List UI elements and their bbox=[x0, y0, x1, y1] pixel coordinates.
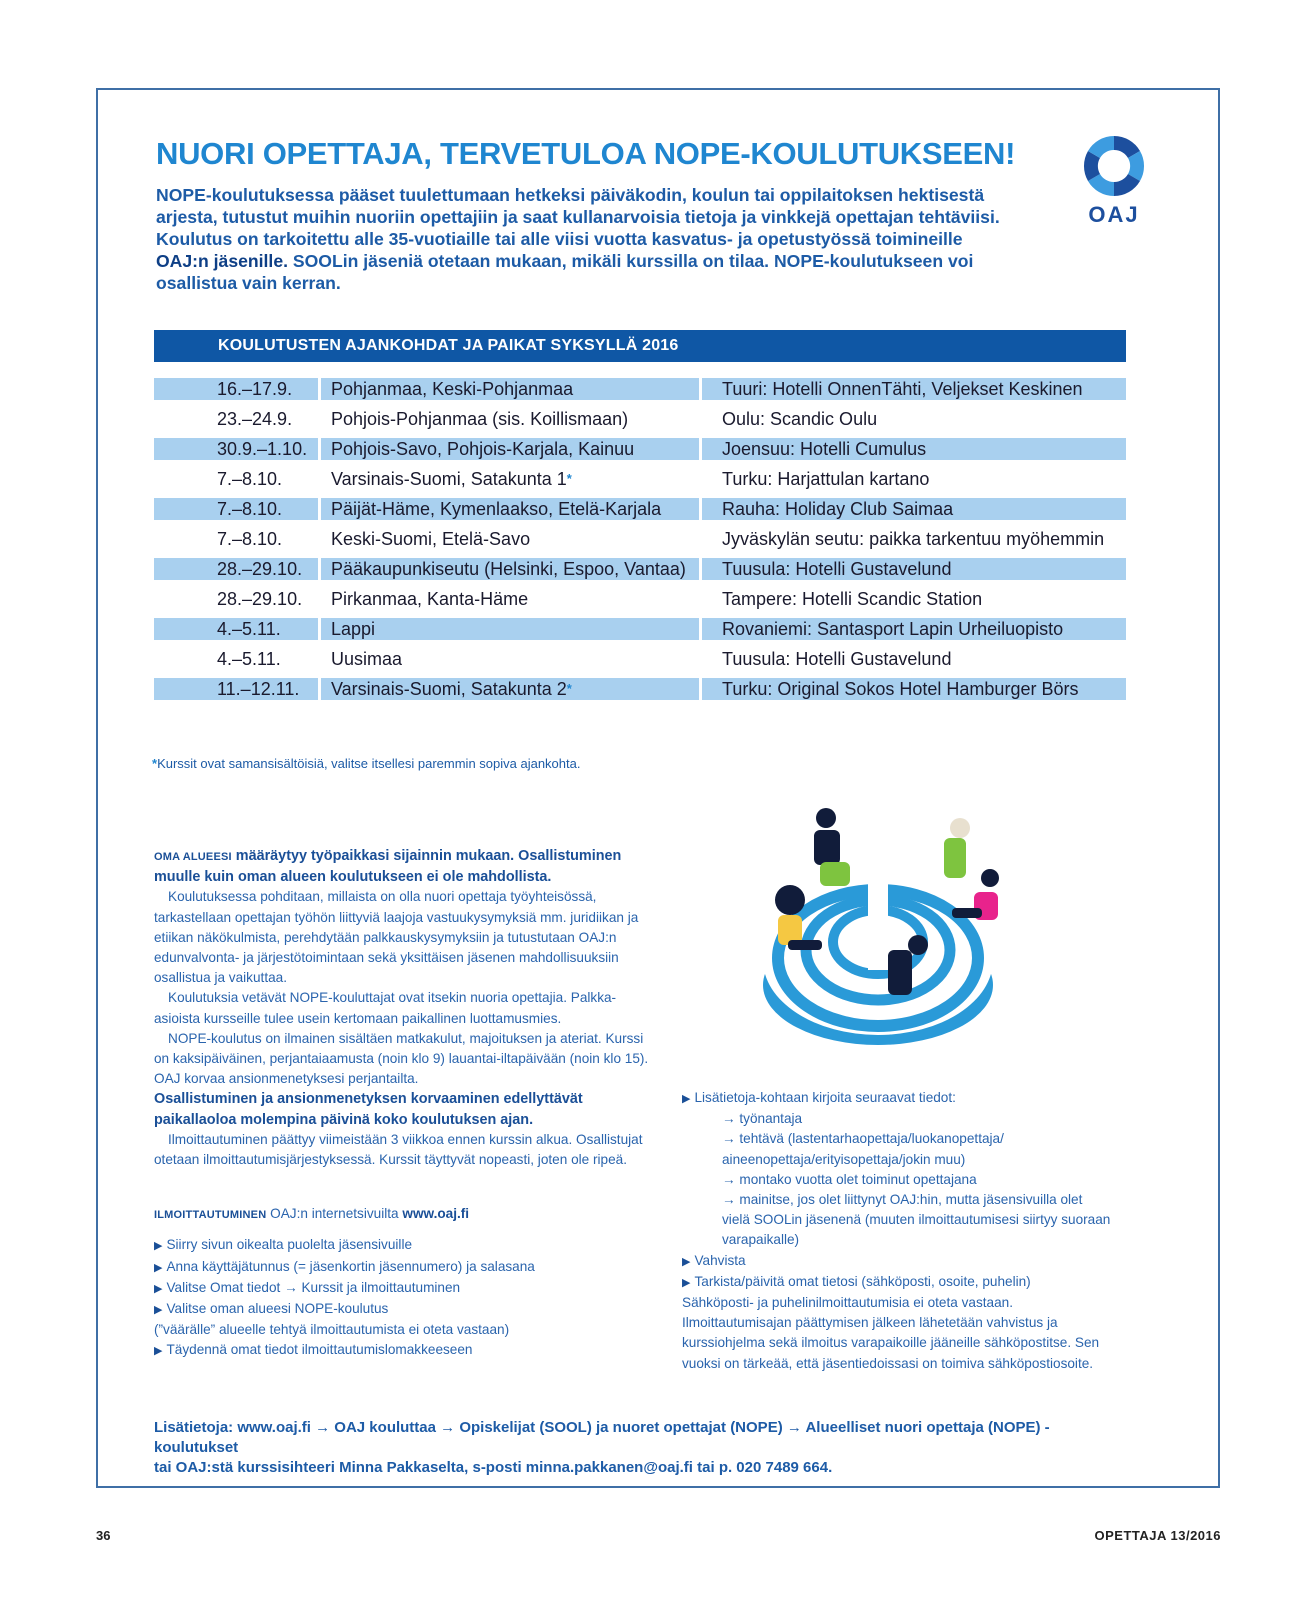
schedule-place: Tuusula: Hotelli Gustavelund bbox=[702, 558, 1126, 580]
schedule-date: 28.–29.10. bbox=[217, 589, 303, 609]
registration-url[interactable]: www.oaj.fi bbox=[402, 1206, 470, 1222]
step-confirm-text: Vahvista bbox=[694, 1252, 746, 1268]
sub-item: → tehtävä (lastentarhaopettaja/luokanopettaja/ aineenopettaja/erityisopettaja/jokin muu) bbox=[722, 1131, 1004, 1167]
page-number: 36 bbox=[96, 1528, 111, 1543]
schedule-region-text: Pohjois-Savo, Pohjois-Karjala, Kainuu bbox=[331, 439, 635, 459]
step-item bbox=[154, 1235, 654, 1256]
schedule-region bbox=[321, 378, 699, 400]
lead-paragraph bbox=[154, 846, 654, 887]
schedule-row bbox=[154, 618, 1130, 640]
triangle-bullet-icon: ▶ bbox=[154, 1240, 163, 1253]
schedule-region bbox=[321, 498, 699, 520]
paragraph-3: NOPE-koulutus on ilmainen sisältäen matkakulut, majoituksen ja ateriat. Kurssi on kaksipäiväinen, perjantaiaamusta (noin klo 9) lauantai-iltapäivään (noin klo 15). OAJ korvaa ansionmenetyksesi perjantailta. bbox=[154, 1030, 649, 1087]
schedule-date: 16.–17.9. bbox=[154, 378, 318, 400]
more-info-line-2: tai OAJ:stä kurssisihteeri Minna Pakkaselta, s-posti minna.pakkanen@oaj.fi tai p. 020 7489 664. bbox=[154, 1459, 833, 1476]
sub-item: → montako vuotta olet toiminut opettajana bbox=[722, 1171, 977, 1187]
step-item bbox=[154, 1340, 654, 1361]
schedule-row bbox=[154, 558, 1130, 580]
logo-text: OAJ bbox=[1088, 202, 1140, 227]
more-info-line-1: Lisätietoja: www.oaj.fi → OAJ kouluttaa → Opiskelijat (SOOL) ja nuoret opettajat (NOPE) → Alueelliset nuori opettaja (NOPE) -koulutukset bbox=[154, 1419, 1050, 1456]
registration-text: OAJ:n internetsivuilta bbox=[266, 1206, 403, 1222]
paragraph-4: Ilmoittautuminen päättyy viimeistään 3 viikkoa ennen kurssin alkua. Osallistujat otetaan ilmoittautumisjärjestyksessä. Kurssit täyttyvät nopeasti, joten ole ripeä. bbox=[154, 1131, 643, 1168]
schedule-region-text: Keski-Suomi, Etelä-Savo bbox=[331, 529, 531, 549]
schedule-row bbox=[154, 408, 1130, 430]
step-text: Täydennä omat tiedot ilmoittautumislomakkeeseen bbox=[166, 1342, 473, 1358]
schedule-region-text: Päijät-Häme, Kymenlaakso, Etelä-Karjala bbox=[331, 499, 662, 519]
sub-item: → työnantaja bbox=[722, 1111, 803, 1127]
schedule-region-text: Uusimaa bbox=[331, 649, 403, 669]
schedule-row bbox=[154, 648, 1130, 670]
step-check-text: Tarkista/päivitä omat tietosi (sähköposti, osoite, puhelin) bbox=[694, 1273, 1031, 1289]
lead-caps: OMA ALUEESI bbox=[154, 851, 232, 863]
teachers-illustration bbox=[738, 800, 1018, 1060]
schedule-place: Tampere: Hotelli Scandic Station bbox=[722, 589, 983, 609]
page-title: NUORI OPETTAJA, TERVETULOA NOPE-KOULUTUKSEEN! bbox=[156, 136, 1016, 171]
schedule-date: 11.–12.11. bbox=[154, 678, 318, 700]
paragraph-3-bold: Osallistuminen ja ansionmenetyksen korvaaminen edellyttävät paikallaoloa molempina päivinä koko koulutuksen ajan. bbox=[154, 1091, 583, 1128]
schedule-place: Rovaniemi: Santasport Lapin Urheiluopisto bbox=[702, 618, 1126, 640]
schedule-row bbox=[154, 588, 1130, 610]
step-info-text: Lisätietoja-kohtaan kirjoita seuraavat tiedot: bbox=[694, 1090, 956, 1105]
schedule-region bbox=[321, 558, 699, 580]
schedule-place: Tuusula: Hotelli Gustavelund bbox=[722, 649, 952, 669]
schedule-place: Turku: Harjattulan kartano bbox=[722, 469, 930, 489]
step-info bbox=[682, 1088, 1112, 1109]
closing-paragraph: Sähköposti- ja puhelinilmoittautumisia ei oteta vastaan. Ilmoittautumisajan päättymisen jälkeen lähetetään vahvistus ja kurssiohjelma sekä ilmoitus varapaikoille jääneille sähköpostitse. Sen vuoksi on tärkeää, että jäsentiedoissasi on toimiva sähköpostiosoite. bbox=[682, 1295, 1100, 1371]
oaj-logo bbox=[1076, 132, 1152, 228]
schedule-region bbox=[321, 468, 699, 490]
schedule-region bbox=[321, 438, 699, 460]
triangle-bullet-icon: ▶ bbox=[682, 1255, 691, 1268]
step-item bbox=[154, 1299, 654, 1320]
spiral-people-illustration bbox=[738, 800, 1018, 1060]
step-item bbox=[154, 1257, 654, 1278]
oaj-swirl-icon bbox=[1076, 132, 1152, 200]
schedule-date: 28.–29.10. bbox=[154, 558, 318, 580]
schedule-date: 4.–5.11. bbox=[154, 618, 318, 640]
triangle-bullet-icon: ▶ bbox=[682, 1276, 691, 1289]
schedule-date: 7.–8.10. bbox=[154, 498, 318, 520]
schedule-region-text: Pirkanmaa, Kanta-Häme bbox=[331, 589, 529, 609]
step-confirm bbox=[682, 1251, 1112, 1272]
triangle-bullet-icon: ▶ bbox=[682, 1093, 691, 1105]
intro-text-strong: OAJ:n jäsenille. bbox=[156, 251, 288, 271]
intro-text-1: NOPE-koulutuksessa pääset tuulettumaan hetkeksi päiväkodin, koulun tai oppilaitoksen hektisestä arjesta, tutustut muihin nuoriin opettajiin ja saat kullanarvoisia tietoja ja vinkkejä opettajan tehtäviisi. Koulutus on tarkoitettu alle 35-vuotiaille tai alle viisi vuotta kasvatus- ja opetustyössä toimineille bbox=[156, 185, 1000, 249]
sub-item: → mainitse, jos olet liittynyt OAJ:hin, mutta jäsensivuilla olet vielä SOOLin jäsenenä (muuten ilmoittautumisesi siirtyy suoraan varapaikalle) bbox=[722, 1192, 1111, 1248]
asterisk-mark: * bbox=[566, 681, 572, 696]
triangle-bullet-icon: ▶ bbox=[154, 1345, 163, 1358]
schedule-region-text: Pääkaupunkiseutu (Helsinki, Espoo, Vantaa) bbox=[331, 559, 686, 579]
step-note: (”väärälle” alueelle tehtyä ilmoittautumista ei oteta vastaan) bbox=[154, 1322, 510, 1338]
triangle-bullet-icon: ▶ bbox=[154, 1261, 163, 1274]
schedule-row bbox=[154, 438, 1130, 460]
registration-caps: ILMOITTAUTUMINEN bbox=[154, 1209, 267, 1222]
right-column bbox=[682, 1088, 1112, 1374]
schedule-footnote bbox=[152, 756, 580, 771]
schedule-place: Turku: Original Sokos Hotel Hamburger Börs bbox=[702, 678, 1126, 700]
registration-heading bbox=[154, 1204, 654, 1225]
schedule-region-text: Pohjanmaa, Keski-Pohjanmaa bbox=[331, 379, 574, 399]
triangle-bullet-icon: ▶ bbox=[154, 1282, 163, 1295]
schedule-row bbox=[154, 678, 1130, 700]
schedule-region bbox=[321, 408, 699, 430]
schedule-region-text: Pohjois-Pohjanmaa (sis. Koillismaan) bbox=[331, 409, 629, 429]
more-info bbox=[154, 1418, 1114, 1478]
schedule-date: 23.–24.9. bbox=[217, 409, 293, 429]
intro-paragraph bbox=[156, 184, 1006, 294]
schedule-heading: KOULUTUSTEN AJANKOHDAT JA PAIKAT SYKSYLLÄ 2016 bbox=[154, 330, 1126, 362]
footnote-text: Kurssit ovat samansisältöisiä, valitse itsellesi paremmin sopiva ajankohta. bbox=[157, 756, 581, 771]
schedule-region bbox=[321, 618, 699, 640]
schedule-date: 4.–5.11. bbox=[217, 649, 281, 669]
intro-text-2: SOOLin jäseniä otetaan mukaan, mikäli kurssilla on tilaa. NOPE-koulutukseen voi osallistua vain kerran. bbox=[156, 251, 974, 293]
schedule-place: Oulu: Scandic Oulu bbox=[722, 409, 878, 429]
schedule-region bbox=[321, 528, 699, 550]
paragraph-2: Koulutuksia vetävät NOPE-kouluttajat ovat itsekin nuoria opettajia. Palkka-asioista kursseille tulee usein kertomaan paikallinen luottamusmies. bbox=[154, 990, 617, 1026]
schedule-row bbox=[154, 378, 1130, 400]
triangle-bullet-icon: ▶ bbox=[154, 1304, 163, 1317]
step-text: Valitse Omat tiedot → Kurssit ja ilmoittautuminen bbox=[166, 1279, 461, 1295]
step-item bbox=[154, 1278, 654, 1299]
step-text: Siirry sivun oikealta puolelta jäsensivuille bbox=[166, 1237, 413, 1253]
schedule-place: Jyväskylän seutu: paikka tarkentuu myöhemmin bbox=[722, 529, 1105, 549]
schedule-row bbox=[154, 468, 1130, 490]
schedule-region-text: Lappi bbox=[331, 619, 376, 639]
lead-text: määräytyy työpaikkasi sijainnin mukaan. Osallistuminen muulle kuin oman alueen koulutukseen ei ole mahdollista. bbox=[154, 848, 622, 886]
schedule-row bbox=[154, 498, 1130, 520]
magazine-issue: OPETTAJA 13/2016 bbox=[1094, 1528, 1221, 1543]
schedule-place: Joensuu: Hotelli Cumulus bbox=[702, 438, 1126, 460]
schedule-region-text: Varsinais-Suomi, Satakunta 2 bbox=[331, 679, 567, 699]
schedule-date: 7.–8.10. bbox=[217, 469, 283, 489]
step-check bbox=[682, 1272, 1112, 1293]
schedule-region bbox=[321, 678, 699, 700]
paragraph-1: Koulutuksessa pohditaan, millaista on olla nuori opettaja työyhteisössä, tarkastellaan opettajan työhön liittyviä laajoja vastuukysymyksiä mm. juridiikan ja etiikan näkökulmista, perehdytään palkkauskysymyksiin ja tutustutaan OAJ:n edunvalvonta- ja järjestötoimintaan sekä yksittäisen jäsenen mahdollisuuksiin osallistua ja vaikuttaa. bbox=[154, 889, 639, 986]
step-text: Valitse oman alueesi NOPE-koulutus bbox=[166, 1301, 389, 1317]
schedule-place: Tuuri: Hotelli OnnenTähti, Veljekset Keskinen bbox=[702, 378, 1126, 400]
step-text: Anna käyttäjätunnus (= jäsenkortin jäsennumero) ja salasana bbox=[166, 1258, 535, 1274]
schedule-date: 30.9.–1.10. bbox=[154, 438, 318, 460]
left-column bbox=[154, 846, 654, 1362]
asterisk-mark: * bbox=[566, 471, 572, 486]
schedule-region bbox=[321, 588, 699, 610]
schedule-row bbox=[154, 528, 1130, 550]
footnote-asterisk: * bbox=[152, 756, 158, 771]
schedule-region bbox=[321, 648, 699, 670]
schedule-table bbox=[154, 378, 1130, 708]
schedule-region-text: Varsinais-Suomi, Satakunta 1 bbox=[331, 469, 567, 489]
schedule-place: Rauha: Holiday Club Saimaa bbox=[702, 498, 1126, 520]
registration-steps bbox=[154, 1235, 654, 1361]
schedule-date: 7.–8.10. bbox=[217, 529, 283, 549]
